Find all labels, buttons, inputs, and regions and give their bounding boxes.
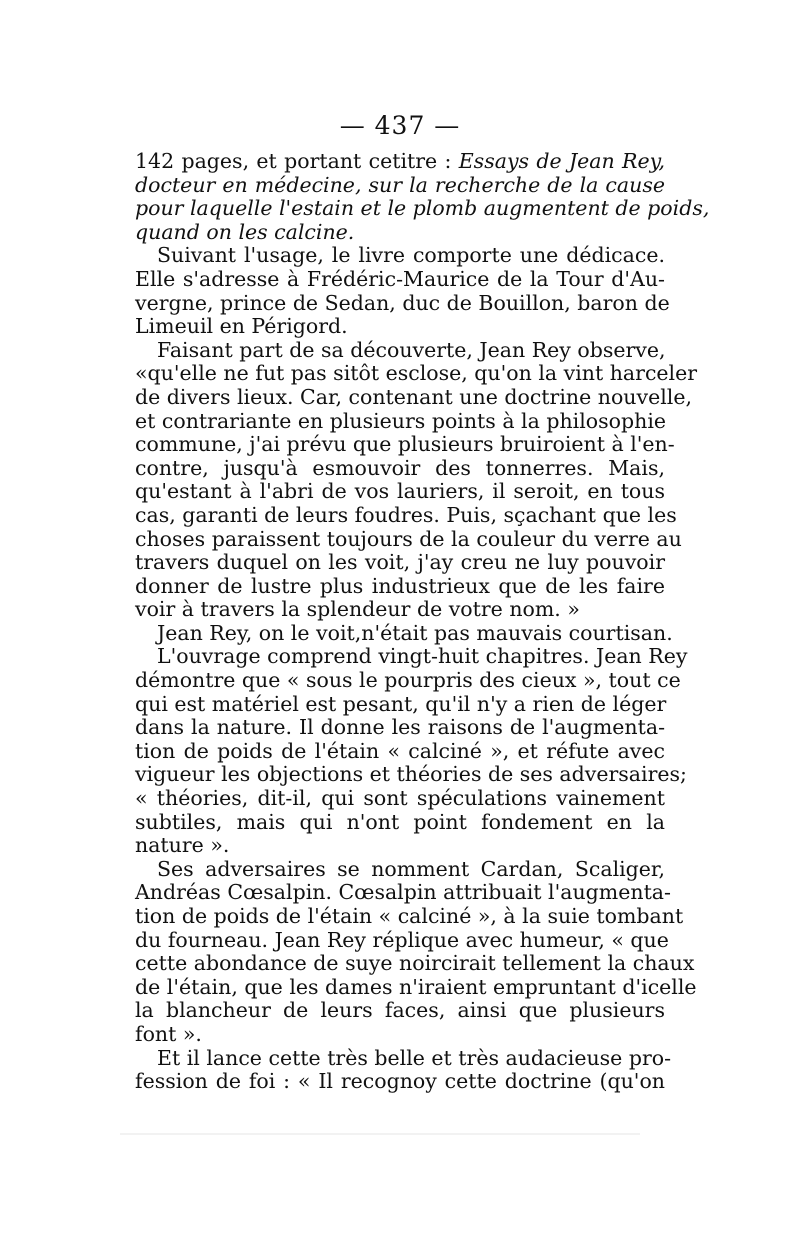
text-line-roman: voir à travers la splendeur de votre nom. »	[135, 597, 580, 622]
text-line-roman: Et il lance cette très belle et très audacieuse pro-	[157, 1045, 672, 1070]
text-line-roman: et contrariante en plusieurs points à la philosophie	[135, 408, 667, 433]
text-line	[135, 693, 665, 717]
text-line	[135, 339, 665, 363]
text-line-italic: pour laquelle l'estain et le plomb augmentent de poids,	[135, 196, 710, 221]
text-line-roman: de l'étain, que les dames n'iraient empruntant d'icelle	[135, 974, 697, 999]
text-line	[135, 526, 682, 552]
text-line	[135, 644, 688, 669]
text-line-roman: Elle s'adresse à Frédéric-Maurice de la Tour d'Au-	[135, 266, 665, 291]
text-line-roman: 142 pages, et portant cetitre :	[135, 149, 459, 173]
text-line	[135, 762, 687, 787]
text-line	[135, 221, 665, 245]
text-line	[135, 716, 665, 740]
text-line-roman: Suivant l'usage, le livre comporte une dédicace.	[157, 243, 665, 268]
body-text	[135, 149, 710, 1094]
text-line	[135, 1070, 665, 1094]
text-line-roman: cas, garanti de leurs foudres. Puis, sçachant que les	[135, 502, 677, 527]
text-line-roman: la blancheur de leurs faces, ainsi que plusieurs	[135, 998, 665, 1023]
text-line	[135, 502, 677, 528]
text-line-roman: tion de poids de l'étain « calciné », à la suie tombant	[135, 904, 684, 928]
text-line-roman: choses paraissent toujours de la couleur du verre au	[135, 526, 682, 551]
text-line-roman: Faisant part de sa découverte, Jean Rey observe,	[157, 337, 666, 362]
text-line	[135, 290, 670, 316]
text-line-roman: vigueur les objections et théories de ses adversaires;	[135, 762, 687, 787]
text-line	[135, 480, 665, 504]
text-line-italic: docteur en médecine, sur la recherche de la cause	[135, 172, 665, 197]
text-line	[135, 974, 697, 1000]
text-line	[135, 432, 675, 457]
text-line	[135, 880, 671, 905]
text-line-roman: démontre que « sous le pourpris des cieux », tout ce	[135, 668, 681, 693]
text-line	[135, 457, 665, 481]
text-line	[135, 620, 673, 646]
text-line-roman: dans la nature. Il donne les raisons de l'augmenta-	[135, 715, 665, 740]
text-line	[135, 174, 665, 198]
text-line	[135, 668, 681, 693]
text-line	[135, 1023, 665, 1047]
text-line-roman: cette abondance de suye noircirait tellement la chaux	[135, 951, 695, 976]
text-line-roman: Limeuil en Périgord.	[135, 314, 348, 339]
text-line-roman: font ».	[135, 1021, 202, 1046]
text-line	[135, 598, 665, 622]
text-line-roman: commune, j'ai prévu que plusieurs bruiroient à l'en-	[135, 432, 675, 457]
text-line	[135, 196, 710, 221]
text-line-roman: contre, jusqu'à esmouvoir des tonnerres. Mais,	[135, 455, 665, 480]
text-line	[135, 811, 665, 835]
text-line-roman: tion de poids de l'étain « calciné », et réfute avec	[135, 738, 665, 763]
text-line	[135, 951, 695, 976]
text-line-roman: de divers lieux. Car, contenant une doctrine nouvelle,	[135, 384, 692, 409]
text-line	[135, 787, 665, 811]
text-line	[135, 410, 665, 434]
text-line	[135, 150, 665, 174]
print-bleed-through	[120, 1128, 640, 1142]
text-line-roman: Jean Rey, on le voit,n'était pas mauvais courtisan.	[157, 620, 673, 645]
text-line-roman: «qu'elle ne fut pas sitôt esclose, qu'on la vint harceler	[135, 361, 698, 386]
text-line-roman: du fourneau. Jean Rey réplique avec humeur, « que	[135, 927, 669, 952]
text-line-roman: « théories, dit-il, qui sont spéculations vainement	[135, 786, 665, 811]
text-line-italic: quand on les calcine.	[135, 219, 355, 244]
text-line-roman: fession de foi : « Il recognoy cette doctrine (qu'on	[135, 1069, 665, 1094]
text-line	[135, 927, 669, 953]
text-line-roman: L'ouvrage comprend vingt-huit chapitres. Jean Rey	[157, 644, 688, 669]
text-line-roman: qu'estant à l'abri de vos lauriers, il seroit, en tous	[135, 479, 665, 504]
text-line	[135, 551, 665, 575]
text-line-roman: Andréas Cœsalpin. Cœsalpin attribuait l'augmenta-	[135, 880, 671, 905]
text-line	[135, 1045, 672, 1071]
page-number: — 437 —	[339, 111, 461, 140]
text-line	[135, 244, 665, 268]
text-line-roman: subtiles, mais qui n'ont point fondement en la	[135, 809, 665, 834]
text-line	[135, 999, 665, 1023]
text-line	[135, 834, 665, 858]
text-line-roman: nature ».	[135, 833, 230, 858]
text-line-roman: vergne, prince de Sedan, duc de Bouillon, baron de	[135, 290, 670, 315]
text-line	[135, 268, 665, 292]
text-line	[135, 904, 684, 929]
text-line	[135, 740, 665, 764]
text-line-roman: Ses adversaires se nomment Cardan, Scaliger,	[157, 856, 665, 881]
text-line	[135, 575, 665, 599]
text-line-italic: Essays de Jean Rey,	[458, 149, 665, 173]
text-line-roman: donner de lustre plus industrieux que de les faire	[135, 573, 665, 598]
text-line-roman: qui est matériel est pesant, qu'il n'y a rien de léger	[135, 691, 667, 716]
text-line	[135, 858, 665, 882]
text-line	[135, 384, 692, 410]
text-line-roman: travers duquel on les voit, j'ay creu ne luy pouvoir	[135, 550, 665, 575]
text-line	[135, 361, 698, 386]
text-line	[135, 315, 665, 339]
